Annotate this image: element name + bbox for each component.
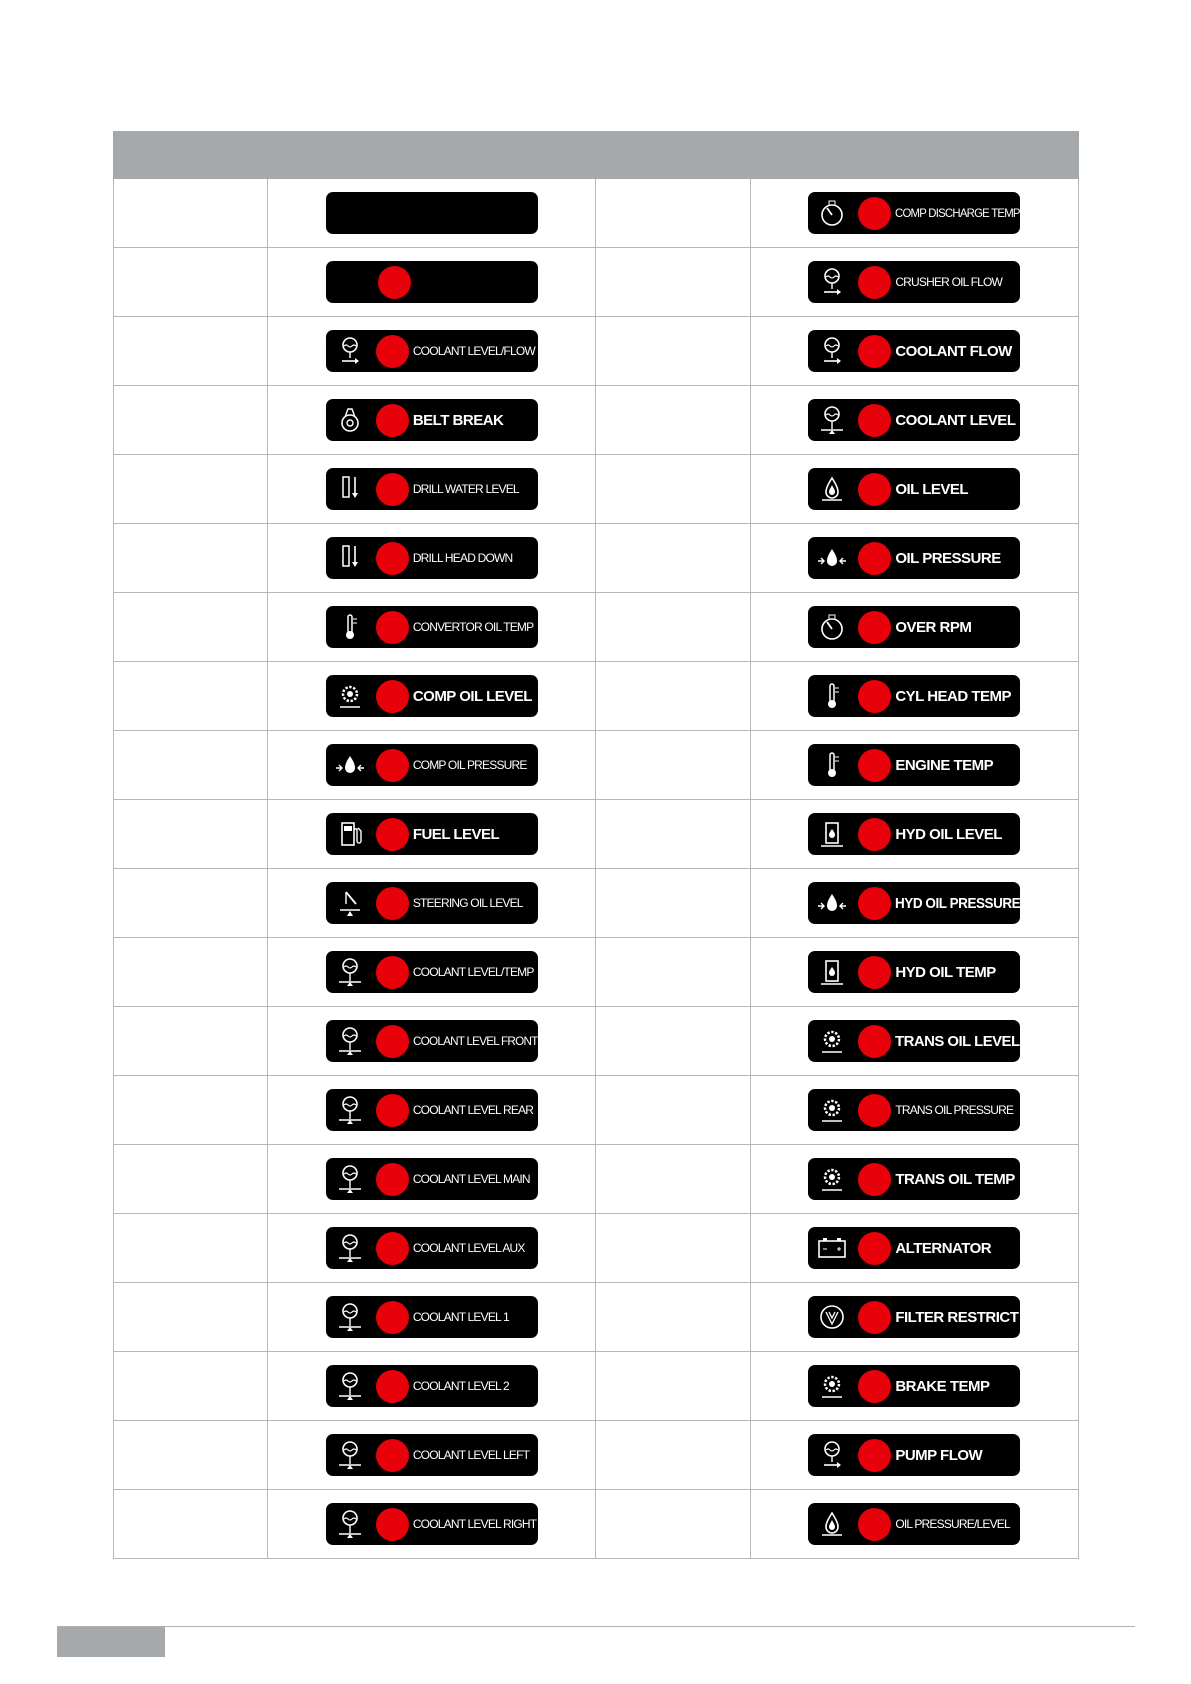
label-text: OIL PRESSURE/LEVEL xyxy=(895,1517,1010,1531)
indicator-lamp xyxy=(376,1508,409,1541)
warning-label xyxy=(326,1020,538,1062)
coolant-icon xyxy=(326,1227,374,1269)
right-label-cell xyxy=(750,455,1078,524)
label-text: PUMP FLOW xyxy=(895,1446,983,1464)
comp-oil-pressure-icon xyxy=(326,744,374,786)
pump-flow-icon xyxy=(808,1434,856,1476)
left-code-cell xyxy=(114,524,268,593)
table-row xyxy=(114,593,1079,662)
left-code-cell xyxy=(114,662,268,731)
right-code-cell xyxy=(596,1145,750,1214)
left-label-cell xyxy=(268,1490,596,1559)
indicator-lamp xyxy=(858,1439,891,1472)
left-code-cell xyxy=(114,731,268,800)
right-code-cell xyxy=(596,1421,750,1490)
label-text: FUEL LEVEL xyxy=(412,825,500,843)
indicator-lamp xyxy=(376,1232,409,1265)
warning-label xyxy=(808,1296,1020,1338)
left-label-cell xyxy=(268,317,596,386)
coolant-icon xyxy=(808,399,856,441)
warning-label xyxy=(808,606,1020,648)
table-row xyxy=(114,386,1079,455)
label-text: COOLANT LEVEL LEFT xyxy=(412,1448,530,1462)
warning-label xyxy=(808,537,1020,579)
right-code-cell xyxy=(596,800,750,869)
warning-label xyxy=(808,1020,1020,1062)
trans-pressure-icon xyxy=(808,1089,856,1131)
trans-temp-icon xyxy=(808,1158,856,1200)
warning-label xyxy=(808,261,1020,303)
warning-label xyxy=(808,744,1020,786)
warning-label xyxy=(326,744,538,786)
indicator-lamp xyxy=(858,473,891,506)
left-code-cell xyxy=(114,1076,268,1145)
left-label-cell xyxy=(268,800,596,869)
left-code-cell xyxy=(114,1007,268,1076)
warning-label xyxy=(808,468,1020,510)
label-text: COOLANT LEVEL 2 xyxy=(412,1379,509,1393)
hyd-temp-icon xyxy=(808,951,856,993)
warning-label xyxy=(326,399,538,441)
indicator-lamp xyxy=(858,1301,891,1334)
warning-label xyxy=(808,1434,1020,1476)
steering-icon xyxy=(326,882,374,924)
warning-label xyxy=(326,675,538,717)
indicator-lamp xyxy=(858,542,891,575)
warning-label xyxy=(326,1089,538,1131)
indicator-lamp xyxy=(858,1232,891,1265)
label-text: COOLANT LEVEL xyxy=(895,411,1016,429)
warning-label xyxy=(326,606,538,648)
indicator-lamp xyxy=(858,197,891,230)
indicator-lamp xyxy=(376,1439,409,1472)
right-label-cell xyxy=(750,869,1078,938)
indicator-lamp xyxy=(376,335,409,368)
label-text: HYD OIL PRESSURE xyxy=(895,894,1021,912)
indicator-lamp xyxy=(858,887,891,920)
right-label-cell xyxy=(750,1421,1078,1490)
warning-label xyxy=(326,1503,538,1545)
table-row xyxy=(114,1145,1079,1214)
comp-oil-level-icon xyxy=(326,675,374,717)
indicator-lamp xyxy=(858,749,891,782)
right-code-cell xyxy=(596,248,750,317)
right-code-cell xyxy=(596,938,750,1007)
label-text: BRAKE TEMP xyxy=(895,1377,990,1395)
trans-level-icon xyxy=(808,1020,856,1062)
warning-label xyxy=(326,192,538,234)
indicator-lamp xyxy=(858,404,891,437)
indicator-lamp xyxy=(376,818,409,851)
left-code-cell xyxy=(114,1421,268,1490)
coolant-icon xyxy=(326,1089,374,1131)
right-label-cell xyxy=(750,938,1078,1007)
left-label-cell xyxy=(268,386,596,455)
indicator-lamp xyxy=(376,956,409,989)
warning-label xyxy=(808,192,1020,234)
indicator-lamp xyxy=(376,1025,409,1058)
label-text: COOLANT LEVEL REAR xyxy=(412,1103,534,1117)
warning-label xyxy=(326,951,538,993)
left-code-cell xyxy=(114,800,268,869)
filter-icon xyxy=(808,1296,856,1338)
right-code-cell xyxy=(596,524,750,593)
coolant-flow-icon xyxy=(808,330,856,372)
table-row xyxy=(114,455,1079,524)
coolant-flow-icon xyxy=(326,330,374,372)
right-label-cell xyxy=(750,1145,1078,1214)
label-text: COOLANT LEVEL/FLOW xyxy=(412,344,535,358)
indicator-lamp xyxy=(376,1094,409,1127)
right-label-cell xyxy=(750,800,1078,869)
warning-label xyxy=(326,468,538,510)
right-code-cell xyxy=(596,455,750,524)
label-text: TRANS OIL LEVEL xyxy=(895,1032,1020,1050)
label-text: OVER RPM xyxy=(895,618,972,636)
table-row xyxy=(114,1352,1079,1421)
table-row xyxy=(114,1007,1079,1076)
label-text: COOLANT LEVEL/TEMP xyxy=(412,965,534,979)
label-text: CYL HEAD TEMP xyxy=(895,687,1012,705)
right-code-cell xyxy=(596,593,750,662)
left-code-cell xyxy=(114,1490,268,1559)
footer-rule xyxy=(57,1626,1135,1627)
indicator-lamp xyxy=(376,1163,409,1196)
left-label-cell xyxy=(268,1421,596,1490)
right-code-cell xyxy=(596,731,750,800)
right-code-cell xyxy=(596,1076,750,1145)
left-label-cell xyxy=(268,593,596,662)
table-row xyxy=(114,938,1079,1007)
label-text: OIL LEVEL xyxy=(895,480,969,498)
oil-pressure-icon xyxy=(808,537,856,579)
coolant-icon xyxy=(326,1158,374,1200)
warning-label xyxy=(808,675,1020,717)
label-text: HYD OIL LEVEL xyxy=(895,825,1002,843)
right-label-cell xyxy=(750,317,1078,386)
right-code-cell xyxy=(596,317,750,386)
indicator-lamp xyxy=(858,818,891,851)
warning-label xyxy=(808,330,1020,372)
table-row xyxy=(114,1490,1079,1559)
label-text: HYD OIL TEMP xyxy=(895,963,996,981)
left-code-cell xyxy=(114,1352,268,1421)
table-header xyxy=(114,132,1079,179)
warning-label xyxy=(326,1296,538,1338)
left-label-cell xyxy=(268,1007,596,1076)
right-label-cell xyxy=(750,1352,1078,1421)
warning-label-table xyxy=(113,131,1079,1559)
warning-label xyxy=(808,813,1020,855)
left-code-cell xyxy=(114,1283,268,1352)
indicator-lamp xyxy=(376,1370,409,1403)
left-code-cell xyxy=(114,1214,268,1283)
battery-icon xyxy=(808,1227,856,1269)
right-label-cell xyxy=(750,386,1078,455)
left-label-cell xyxy=(268,179,596,248)
warning-label xyxy=(808,1503,1020,1545)
oil-level-icon xyxy=(808,468,856,510)
right-label-cell xyxy=(750,1283,1078,1352)
warning-label xyxy=(326,1434,538,1476)
fuel-icon xyxy=(326,813,374,855)
left-label-cell xyxy=(268,1283,596,1352)
warning-label xyxy=(808,399,1020,441)
coolant-icon xyxy=(326,1020,374,1062)
table-row xyxy=(114,179,1079,248)
drill-water-icon xyxy=(326,468,374,510)
left-label-cell xyxy=(268,662,596,731)
label-text: COOLANT LEVEL FRONT xyxy=(412,1034,538,1048)
warning-label xyxy=(326,261,538,303)
label-text: ENGINE TEMP xyxy=(895,756,994,774)
label-text: COMP DISCHARGE TEMP xyxy=(895,206,1021,220)
right-label-cell xyxy=(750,731,1078,800)
right-label-cell xyxy=(750,248,1078,317)
indicator-lamp xyxy=(858,956,891,989)
label-text: DRILL WATER LEVEL xyxy=(412,482,519,496)
indicator-lamp xyxy=(858,1370,891,1403)
right-code-cell xyxy=(596,179,750,248)
left-label-cell xyxy=(268,524,596,593)
left-label-cell xyxy=(268,455,596,524)
warning-label xyxy=(326,813,538,855)
warning-label xyxy=(326,882,538,924)
indicator-lamp xyxy=(376,542,409,575)
warning-label xyxy=(808,1227,1020,1269)
right-code-cell xyxy=(596,1283,750,1352)
left-code-cell xyxy=(114,938,268,1007)
right-label-cell xyxy=(750,1007,1078,1076)
crusher-flow-icon xyxy=(808,261,856,303)
indicator-lamp xyxy=(376,1301,409,1334)
left-code-cell xyxy=(114,869,268,938)
warning-label xyxy=(326,330,538,372)
left-label-cell xyxy=(268,1145,596,1214)
indicator-lamp xyxy=(858,680,891,713)
warning-label xyxy=(808,1089,1020,1131)
indicator-lamp xyxy=(378,266,411,299)
label-text: TRANS OIL PRESSURE xyxy=(895,1103,1014,1117)
table-row xyxy=(114,1214,1079,1283)
indicator-lamp xyxy=(858,611,891,644)
coolant-icon xyxy=(326,1296,374,1338)
right-code-cell xyxy=(596,1490,750,1559)
warning-label xyxy=(808,1365,1020,1407)
label-text: TRANS OIL TEMP xyxy=(895,1170,1015,1188)
label-text: CRUSHER OIL FLOW xyxy=(895,275,1003,289)
left-label-cell xyxy=(268,1076,596,1145)
left-code-cell xyxy=(114,179,268,248)
table-row xyxy=(114,662,1079,731)
coolant-icon xyxy=(326,1365,374,1407)
right-label-cell xyxy=(750,179,1078,248)
indicator-lamp xyxy=(858,1508,891,1541)
indicator-lamp xyxy=(376,404,409,437)
table-row xyxy=(114,248,1079,317)
cyl-head-icon xyxy=(808,675,856,717)
right-code-cell xyxy=(596,1007,750,1076)
left-code-cell xyxy=(114,593,268,662)
left-label-cell xyxy=(268,1214,596,1283)
right-label-cell xyxy=(750,524,1078,593)
warning-label xyxy=(808,1158,1020,1200)
oil-pressure-level-icon xyxy=(808,1503,856,1545)
label-text: COOLANT LEVEL 1 xyxy=(412,1310,509,1324)
indicator-lamp xyxy=(376,749,409,782)
label-text: COOLANT LEVEL AUX xyxy=(412,1241,525,1255)
right-code-cell xyxy=(596,386,750,455)
indicator-lamp xyxy=(858,1025,891,1058)
label-text: COOLANT LEVEL RIGHT xyxy=(412,1517,537,1531)
engine-temp-icon xyxy=(808,744,856,786)
label-text: COMP OIL PRESSURE xyxy=(412,758,527,772)
label-text: ALTERNATOR xyxy=(895,1239,992,1257)
coolant-icon xyxy=(326,1434,374,1476)
table-row xyxy=(114,731,1079,800)
table-row xyxy=(114,800,1079,869)
left-label-cell xyxy=(268,248,596,317)
label-text: BELT BREAK xyxy=(412,411,504,429)
right-label-cell xyxy=(750,1214,1078,1283)
warning-label xyxy=(808,951,1020,993)
table-row xyxy=(114,317,1079,386)
rpm-icon xyxy=(808,606,856,648)
warning-label xyxy=(326,537,538,579)
indicator-lamp xyxy=(376,611,409,644)
left-code-cell xyxy=(114,1145,268,1214)
label-text: COMP OIL LEVEL xyxy=(412,687,532,705)
indicator-lamp xyxy=(376,680,409,713)
right-code-cell xyxy=(596,869,750,938)
right-code-cell xyxy=(596,1214,750,1283)
label-text: COOLANT LEVEL MAIN xyxy=(412,1172,530,1186)
right-code-cell xyxy=(596,1352,750,1421)
warning-label xyxy=(326,1365,538,1407)
table-row xyxy=(114,524,1079,593)
warning-label xyxy=(808,882,1020,924)
label-text: FILTER RESTRICT xyxy=(895,1308,1019,1326)
indicator-lamp xyxy=(376,887,409,920)
warning-label xyxy=(326,1158,538,1200)
coolant-temp-icon xyxy=(326,951,374,993)
left-code-cell xyxy=(114,248,268,317)
right-label-cell xyxy=(750,662,1078,731)
right-label-cell xyxy=(750,593,1078,662)
hyd-pressure-icon xyxy=(808,882,856,924)
left-code-cell xyxy=(114,317,268,386)
label-text: OIL PRESSURE xyxy=(895,549,1001,567)
left-label-cell xyxy=(268,938,596,1007)
left-label-cell xyxy=(268,731,596,800)
indicator-lamp xyxy=(858,266,891,299)
footer-page-tab xyxy=(57,1627,165,1657)
table-row xyxy=(114,1283,1079,1352)
label-text: DRILL HEAD DOWN xyxy=(412,551,513,565)
comp-discharge-icon xyxy=(808,192,856,234)
warning-label xyxy=(326,1227,538,1269)
hyd-level-icon xyxy=(808,813,856,855)
table-row xyxy=(114,1421,1079,1490)
belt-icon xyxy=(326,399,374,441)
right-label-cell xyxy=(750,1076,1078,1145)
coolant-icon xyxy=(326,1503,374,1545)
label-text: COOLANT FLOW xyxy=(895,342,1012,360)
left-code-cell xyxy=(114,386,268,455)
label-text: STEERING OIL LEVEL xyxy=(412,896,523,910)
drill-head-icon xyxy=(326,537,374,579)
label-text: CONVERTOR OIL TEMP xyxy=(412,620,534,634)
header-bar xyxy=(114,132,1079,179)
table-row xyxy=(114,869,1079,938)
convertor-temp-icon xyxy=(326,606,374,648)
indicator-lamp xyxy=(858,1163,891,1196)
indicator-lamp xyxy=(376,473,409,506)
right-code-cell xyxy=(596,662,750,731)
brake-icon xyxy=(808,1365,856,1407)
table-row xyxy=(114,1076,1079,1145)
indicator-lamp xyxy=(858,1094,891,1127)
left-label-cell xyxy=(268,1352,596,1421)
left-code-cell xyxy=(114,455,268,524)
right-label-cell xyxy=(750,1490,1078,1559)
left-label-cell xyxy=(268,869,596,938)
indicator-lamp xyxy=(858,335,891,368)
